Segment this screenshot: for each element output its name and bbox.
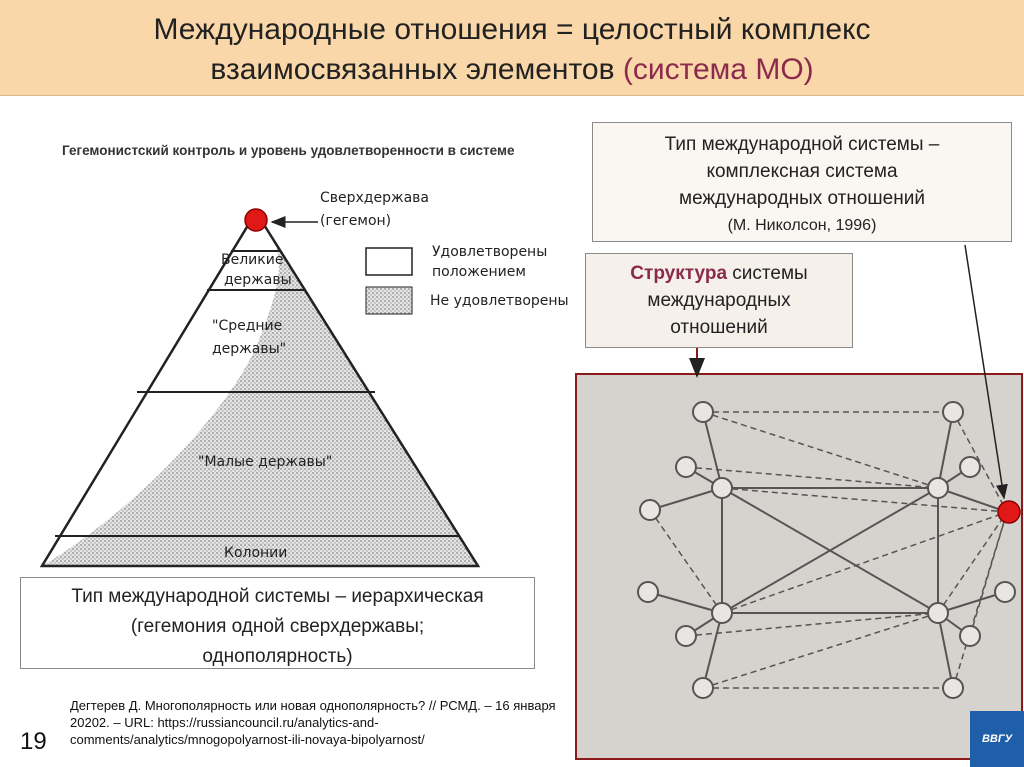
complex-line-3: международных отношений [679,188,925,209]
university-logo: ВВГУ [970,711,1024,767]
network-node [676,626,696,646]
dashed-edge [650,510,722,613]
struct-rest: системы [727,263,808,284]
superpower-label: Сверхдержава [320,190,430,206]
network-node [960,457,980,477]
network-node [640,500,660,520]
title-line-2-text: взаимосвязанных элементов [210,53,623,86]
network-node [928,603,948,623]
network-node [638,582,658,602]
struct-line-3: отношений [670,317,768,338]
highlighted-node-marker [998,501,1020,523]
level-label-great-1: Великие [221,252,284,268]
network-node [928,478,948,498]
network-nodes [638,402,1015,698]
title-line-1: Международные отношения = целостный комплекс [153,13,871,46]
network-edge [703,412,722,488]
title-accent: (система МО) [622,53,814,86]
reference-citation: Дегтерев Д. Многополярность или новая однополярность? // РСМД. – 16 января 20202. – URL: https://russiancouncil.ru/analytics-and-comments/analytics/mnogopolyarnost-ili-novaya-bipolyarnost/ [70,698,556,747]
network-node [995,582,1015,602]
legend-satisfied-label-2: положением [432,264,526,280]
level-label-middle-1: "Средние [212,318,283,334]
network-node [960,626,980,646]
network-edge [938,613,953,688]
level-label-great-2: державы [224,272,292,288]
struct-line-2: международных [647,290,791,311]
legend-satisfied-label-1: Удовлетворены [432,244,548,260]
hier-line-3: однополярность) [202,646,353,667]
network-edge [938,412,953,488]
network-edge [650,488,722,510]
dashed-edge [703,412,938,488]
hier-line-1: Тип международной системы – иерархическая [71,586,484,607]
pyramid-title: Гегемонистский контроль и уровень удовлетворенности в системе [62,143,515,158]
network-node [712,603,732,623]
network-node [676,457,696,477]
network-node [693,678,713,698]
level-label-colonies: Колонии [224,545,288,561]
legend-unsatisfied-label: Не удовлетворены [430,293,569,309]
struct-accent: Структура [630,263,728,284]
slide-number: 19 [20,728,47,755]
complex-line-4: (М. Николсон, 1996) [727,217,877,234]
network-node [943,678,963,698]
hier-line-2: (гегемония одной сверхдержавы; [130,616,425,637]
level-label-small: "Малые державы" [198,454,333,470]
superpower-sublabel: (гегемон) [320,213,392,229]
complex-line-2: комплексная система [706,161,898,182]
network-edge [648,592,722,613]
network-node [943,402,963,422]
complex-line-1: Тип международной системы – [664,134,940,155]
network-node [693,402,713,422]
dashed-edge [722,512,1007,613]
dashed-edge [722,488,1007,512]
network-node [712,478,732,498]
level-label-middle-2: державы" [212,341,287,357]
network-diagram [638,402,1020,698]
